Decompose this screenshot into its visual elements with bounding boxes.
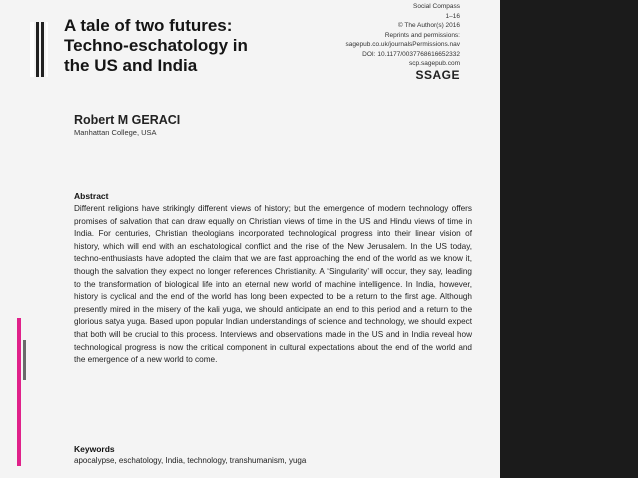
journal-meta (280, 2, 460, 80)
copyright: © The Author(s) 2016 (397, 22, 460, 29)
keywords-list: apocalypse, eschatology, India, technology, transhumanism, yuga (74, 456, 307, 465)
paper-title (64, 16, 294, 76)
doi[interactable]: DOI: 10.1177/0037768616652332 (362, 50, 460, 58)
permissions-link[interactable]: sagepub.co.uk/journalsPermissions.nav (345, 41, 460, 48)
sage-logo: SSAGE (415, 67, 460, 82)
keywords-heading: Keywords (74, 444, 115, 454)
decorative-bar (36, 22, 39, 77)
journal-name: Social Compass (413, 3, 460, 10)
decorative-bar (23, 340, 26, 380)
page-range: 1–16 (445, 12, 460, 20)
accent-bar (17, 318, 21, 466)
decorative-bar (46, 22, 48, 77)
reprints-label: Reprints and permissions: (384, 31, 460, 39)
title-line: Techno-eschatology in (64, 36, 248, 55)
journal-site-link[interactable]: scp.sagepub.com (409, 60, 460, 67)
abstract-text: Different religions have strikingly different views of history; but the emergence of modern technology offers promises of salvation that can draw equally on Christian views of time in the US and Hindu views of time in India. For centuries, Christian theologians incorporated technological progress into their linear vision of history, which will end with an eschatological conflict and the rise of the New Jerusalem. In the US today, techno-enthusiasts have adopted the claim that we are fast approaching the end of the world as we know it, though the salvation they expect no longer references Christianity. A ‘Singularity’ will occur, they say, leading to the transformation of biological life into an eternal new world of machine intelligence. In India, however, history is cyclical and the end of the world has long been expected to be a return to the first age. Although presently mired in the misery of the kali yuga, we should anticipate an end to this period and a return to the glorious satya yuga. Based upon popular Indian understandings of science and technology, we should expect that both will be crucial to this process. Interviews and observations made in the US and in India reveal how technological progress is now the critical component in cultural expectations about the end of the world and the emergence of a new world to come. (74, 204, 472, 365)
title-line: the US and India (64, 56, 198, 75)
decorative-bar (30, 22, 34, 77)
dark-side-panel (500, 0, 638, 478)
decorative-bar (41, 22, 44, 77)
author-name: Robert M GERACI (74, 113, 181, 127)
abstract-heading: Abstract (74, 191, 109, 201)
title-line: A tale of two futures: (64, 16, 233, 35)
author-affiliation: Manhattan College, USA (74, 128, 157, 137)
